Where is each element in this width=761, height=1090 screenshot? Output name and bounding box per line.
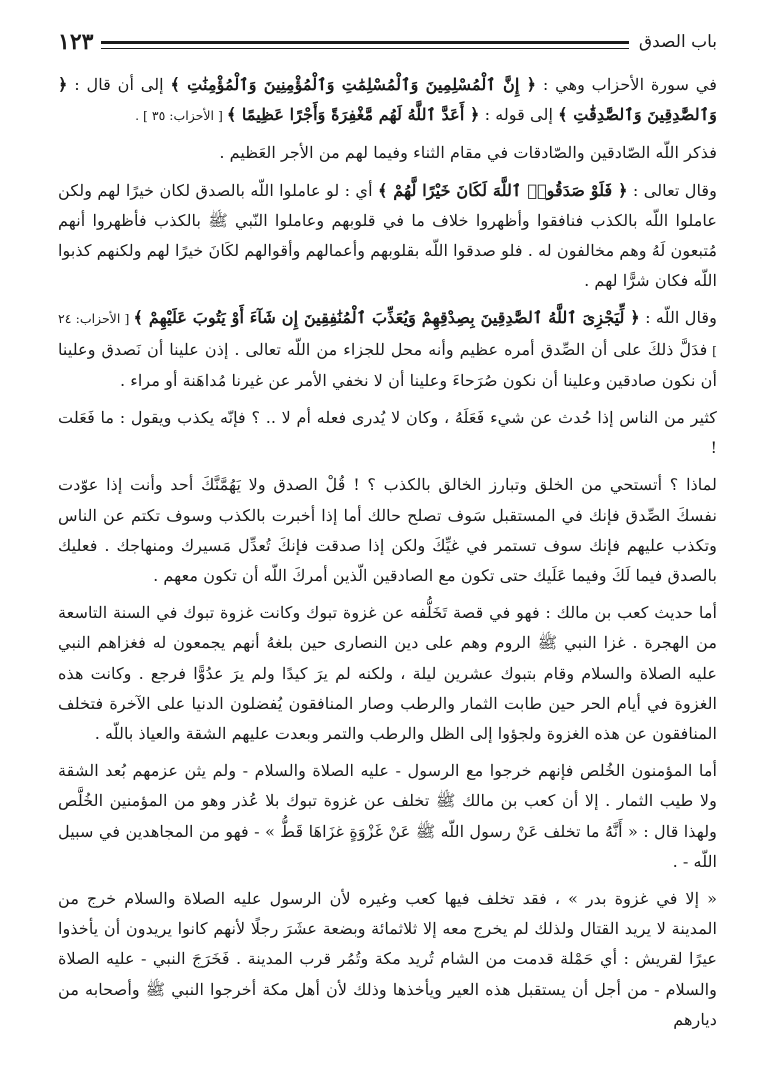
- chapter-title: باب الصدق: [638, 32, 717, 52]
- text-segment: إلى قوله :: [479, 105, 559, 125]
- quran-verse: ﴿ فَلَوْ صَدَقُوا۟ ٱللَّهَ لَكَانَ خَيْرًا لَّهُمْ ﴾: [377, 180, 628, 200]
- text-segment: فدَلَّ ذلكَ على أن الصِّدق أمره عظيم وأنه محل للجزاء من اللّه تعالى . إذن علينا أن نَصدق وعلينا أن نكون صادقين وعلينا أن نكون صُرَحاءَ وعلينا أن لا نخفي الأمر عن غيرنا مُداهَنة أو مراء .: [58, 339, 717, 390]
- quran-verse: ﴿ إِنَّ ٱلْمُسْلِمِينَ وَٱلْمُسْلِمَٰتِ وَٱلْمُؤْمِنِينَ وَٱلْمُؤْمِنَٰتِ ﴾: [170, 75, 537, 94]
- verse-reference: [ الأحزاب: ٢٤ ]: [58, 311, 717, 358]
- text-segment: إلى أن قال :: [67, 75, 171, 94]
- paragraph: [58, 756, 717, 877]
- text-segment: وقال اللّه :: [639, 308, 717, 328]
- paragraph: [58, 70, 717, 131]
- text-segment: أما حديث كعب بن مالك : فهو في قصة تَخَلُّفه عن غزوة تبوك وكانت غزوة تبوك في السنة التاسعة من الهجرة . غزا النبي ﷺ الروم وهم على دين النصارى حين بلغهُ أنهم يجمعون له فغزاهم النبي عليه الصلاة والسلام وقام بتبوك عشرين ليلة ، ولكنه لم يرَ كيدًا ولم يرَ عدُوًّا فرجع . وكانت هذه الغزوة في أيام الحر حين طابت الثمار والرطب وصار المنافقون يُفضلون الدنيا على الآخرة فتخلف المنافقون عن هذه الغزوة ولجؤوا إلى الظل والرطب والتمر وبعدت عليهم الشقة والعياذ باللّه .: [58, 603, 717, 744]
- text-segment: كثير من الناس إذا حُدث عن شيء فَعَلَهُ ، وكان لا يُدرى فعله أم لا .. ؟ فإنّه يكذب ويقول : ما فَعَلت !: [58, 408, 717, 458]
- text-segment: « إلا في غزوة بدر » ، فقد تخلف فيها كعب وغيره لأن الرسول عليه الصلاة والسلام خرج من المدينة لا يريد القتال ولذلك لم يخرج معه إلا ثلاثمائة وبضعة عشَرَ رجلًا لأنهم كانوا يريدون أن يأخذوا عيرًا لقريش : أي حَمْلة قدمت من الشام تُريد مكة وتُمُر قرب المدينة . فَخَرَجَ النبي - عليه الصلاة والسلام - من أجل أن يستقبل هذه العير ويأخذها وذلك لأن أهل مكة أخرجوا النبي ﷺ وأصحابه من ديارهم: [58, 889, 717, 1029]
- text-segment: أما المؤمنون الخُلص فإنهم خرجوا مع الرسول - عليه الصلاة والسلام - ولم يثن عزمهم بُعد الشقة ولا طيب الثمار . إلا أن كعب بن مالك ﷺ تخلف عن غزوة تبوك بلا عُذر وهو من المؤمنين الخُلَّص ولهذا قال : « أَنَّهُ ما تخلف عَنْ رسول اللّه ﷺ عَنْ غَزْوَةٍ غزَاهَا قَطُّ » - فهو من المجاهدين في سبيل اللّه - .: [58, 761, 717, 871]
- page-header: [58, 22, 717, 62]
- paragraph: [58, 403, 717, 463]
- text-segment: في سورة الأحزاب وهي :: [536, 75, 718, 94]
- text-segment: أي : لو عاملوا اللّه بالصدق لكان خيرًا لهم ولكن عاملوا اللّه بالكذب فنافقوا وأظهروا خلاف ما في قلوبهم وعاملوا النّبي ﷺ بالكذب فأظهروا أنهم مُتبعون لَهُ وهم مخالفون له . فلو صدقوا اللّه بقلوبهم وأعمالهم وأقوالهم لكَانَ خيرًا لهم ولكنهم كذبوا اللّه فكان شرًّا لهم .: [58, 180, 717, 291]
- paragraph: [58, 138, 717, 168]
- book-page: [58, 22, 717, 1090]
- text-segment: فذكر اللّه الصّادقين والصّادقات في مقام الثناء وفيما لهم من الأجر العَظيم .: [219, 143, 717, 163]
- paragraph: [58, 598, 717, 749]
- text-segment: لماذا ؟ أتستحي من الخلق وتبارز الخالق بالكذب ؟ ! قُلْ الصدق ولا يَهُمَّنَّكَ أحد وأنت إذا عوّدت نفسكَ الصِّدق فإنك في المستقبل سَوف تصلح حالك أما إذا أخبرت بالكذب وسوف تكتم عن الناس وتكذب عليهم فإنك سوف تستمر في غيِّكَ ولكن إذا صدقت فإنكَ تُعدِّل مَسيرك ومنهاجك . فعليك بالصدق فيما لَكَ وفيما عَلَيك حتى تكون مع الصادقين الّذين أمركَ اللّه أن تكون معهم .: [58, 475, 717, 586]
- verse-reference: [ الأحزاب: ٣٥ ] .: [135, 108, 227, 124]
- quran-verse: ﴿ أَعَدَّ ٱللَّهُ لَهُم مَّغْفِرَةً وَأَجْرًا عَظِيمًا ﴾: [226, 105, 480, 125]
- quran-verse: ﴿ وَٱلصَّٰدِقِينَ وَٱلصَّٰدِقَٰتِ ﴾: [58, 75, 717, 125]
- paragraph: [58, 884, 717, 1035]
- text-segment: وقال تعالى :: [627, 180, 717, 200]
- paragraph: [58, 303, 717, 396]
- page-number: ١٢٣: [58, 29, 94, 55]
- paragraph: [58, 470, 717, 591]
- header-rule: [101, 41, 628, 49]
- quran-verse: ﴿ لِّيَجْزِىَ ٱللَّهُ ٱلصَّٰدِقِينَ بِصِدْقِهِمْ وَيُعَذِّبَ ٱلْمُنَٰفِقِينَ إِن شَآءَ أَوْ يَتُوبَ عَلَيْهِمْ ﴾: [133, 308, 640, 328]
- page-body: [58, 70, 717, 1035]
- paragraph: [58, 176, 717, 297]
